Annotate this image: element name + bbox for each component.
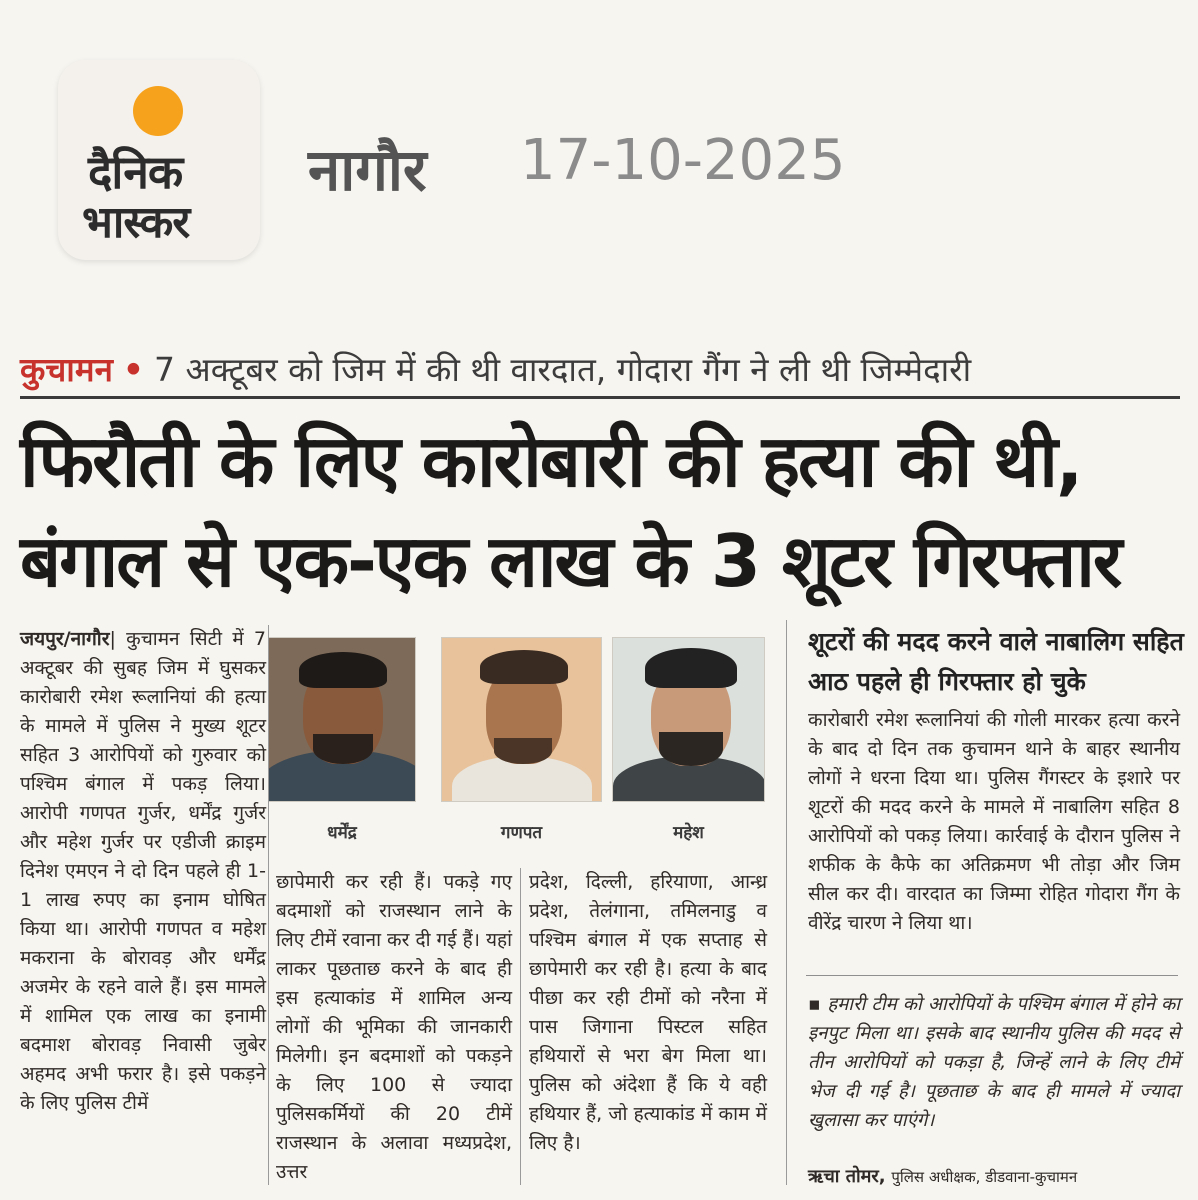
kicker-bullet: • xyxy=(122,350,144,389)
dateline: जयपुर/नागौर xyxy=(20,628,110,650)
column-divider xyxy=(786,620,787,1185)
photo-mahesh xyxy=(612,637,765,802)
photo-ganpat xyxy=(441,637,602,802)
official-quote xyxy=(808,990,1180,1135)
hair-shape xyxy=(645,648,737,688)
article-column-1 xyxy=(20,625,266,1118)
column-divider xyxy=(520,868,521,1185)
hair-shape xyxy=(480,650,568,684)
column-1-text: | कुचामन सिटी में 7 अक्टूबर की सुबह जिम में घुसकर कारोबारी रमेश रूलानियां की हत्या के मामले में पुलिस ने मुख्य शूटर सहित 3 आरोपियों को गुरुवार को पश्चिम बंगाल में पकड़ लिया। आरोपी गणपत गुर्जर, धर्मेंद्र गुर्जर और महेश गुर्जर पर एडीजी क्राइम दिनेश एमएन ने दो दिन पहले ही 1-1 लाख रुपए का इनाम घोषित किया था। आरोपी गणपत व महेश मकराना के बोरावड़ और धर्मेंद्र अजमेर के रहने वाले हैं। इस मामले में शामिल एक लाख का इनामी बदमाश बोरावड़ निवासी जुबेर अहमद अभी फरार है। इसे पकड़ने के लिए पुलिस टीमें xyxy=(20,628,266,1114)
sidebar-heading: शूटरों की मदद करने वाले नाबालिग सहित आठ पहले ही गिरफ्तार हो चुके xyxy=(808,627,1184,696)
sidebar-divider xyxy=(806,975,1178,976)
beard-shape xyxy=(313,734,373,764)
logo-text-line1: दैनिक xyxy=(88,145,183,199)
sidebar-body: कारोबारी रमेश रूलानियां की गोली मारकर हत्या करने के बाद दो दिन तक कुचामन थाने के बाहर स्थानीय लोगों ने धरना दिया था। पुलिस गैंगस्टर के इशारे पर शूटरों की मदद करने के मामले में नाबालिग सहित 8 आरोपियों को पकड़ लिया। कार्रवाई के दौरान पुलिस ने शफीक के कैफे का अतिक्रमण भी तोड़ा और जिम सील कर दी। वारदात का जिम्मा रोहित गोदारा गैंग के वीरेंद्र चारण ने लिया था। xyxy=(808,709,1180,934)
kicker-place: कुचामन xyxy=(20,350,113,389)
hair-shape xyxy=(299,652,387,688)
logo-text-line2: भास्कर xyxy=(82,197,190,248)
beard-shape xyxy=(659,732,723,766)
quote-text: हमारी टीम को आरोपियों के पश्चिम बंगाल में होने का इनपुट मिला था। इसके बाद स्थानीय पुलिस की मदद से तीन आरोपियों को पकड़ा है, जिन्हें लाने के लिए टीमें भेज दी गई है। पूछताछ के बाद ही मामले में ज्यादा खुलासा कर पाएंगे। xyxy=(808,994,1180,1131)
beard-shape xyxy=(494,738,552,764)
article-column-3: प्रदेश, दिल्ली, हरियाणा, आन्ध्र प्रदेश, तेलंगाना, तमिलनाडु व पश्चिम बंगाल में एक सप्ताह से छापेमारी कर रही है। हत्या के बाद पीछा कर रही टीमों को नरैना में पास जिगाना पिस्टल सहित हथियारों से भरा बेग मिला था। पुलिस को अंदेशा हैं कि ये वही हथियार हैं, जो हत्याकांड में काम में लिए है। xyxy=(529,871,767,1154)
edition-name: नागौर xyxy=(308,136,427,204)
photo-dharmendra xyxy=(268,637,416,802)
photo-caption: धर्मेंद्र xyxy=(327,823,357,843)
article-column-2: छापेमारी कर रही हैं। पकड़े गए बदमाशों को राजस्थान लाने के लिए टीमें रवाना कर दी गई हैं। यहां लाकर पूछताछ करने के बाद ही इस हत्याकांड में शामिल अन्य लोगों की भूमिका की जानकारी मिलेगी। इन बदमाशों को पकड़ने के लिए 100 से ज्यादा पुलिसकर्मियों की 20 टीमें राजस्थान के अलावा मध्यप्रदेश, उत्तर xyxy=(276,871,512,1183)
kicker-text: 7 अक्टूबर को जिम में की थी वारदात, गोदारा गैंग ने ली थी जिम्मेदारी xyxy=(154,350,972,389)
headline-line-1: फिरौती के लिए कारोबारी की हत्या की थी, xyxy=(20,419,1082,503)
issue-date: 17-10-2025 xyxy=(520,128,846,193)
sun-icon xyxy=(133,86,183,136)
attribution-name: ऋचा तोमर, xyxy=(808,1166,886,1187)
quote-attribution xyxy=(808,1164,1180,1188)
kicker-line xyxy=(20,346,1180,391)
column-divider xyxy=(268,625,269,1185)
headline-line-2: बंगाल से एक-एक लाख के 3 शूटर गिरफ्तार xyxy=(20,519,1121,603)
attribution-designation: पुलिस अधीक्षक, डीडवाना-कुचामन xyxy=(891,1168,1078,1186)
photo-caption: महेश xyxy=(673,823,704,843)
kicker-rule xyxy=(20,396,1180,399)
photo-caption: गणपत xyxy=(500,823,543,843)
quote-marker-icon: ▪ xyxy=(808,994,828,1015)
